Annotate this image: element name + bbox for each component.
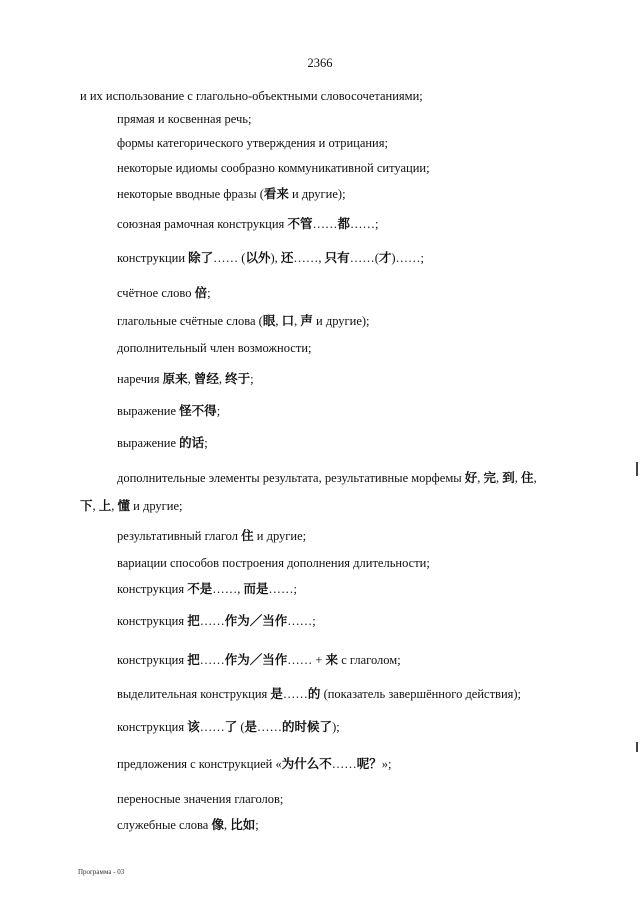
list-item: союзная рамочная конструкция 不管……都……; [117,217,379,231]
list-item-continuation: 下, 上, 懂 и другие; [80,499,183,513]
scan-edge-mark [636,462,638,476]
list-item: конструкция 该……了 (是……的时候了); [117,720,340,734]
list-item: некоторые вводные фразы (看来 и другие); [117,187,346,201]
list-item: дополнительный член возможности; [117,341,312,355]
list-item: вариации способов построения дополнения длительности; [117,556,430,570]
list-item: служебные слова 像, 比如; [117,818,259,832]
list-item: некоторые идиомы сообразно коммуникативной ситуации; [117,161,430,175]
list-item: выделительная конструкция 是……的 (показатель завершённого действия); [117,687,522,701]
list-item: дополнительные элементы результата, результативные морфемы 好, 完, 到, 住, [117,471,537,485]
list-item: конструкции 除了…… (以外), 还……, 只有……(才)……; [117,251,425,265]
list-item: предложения с конструкцией «为什么不……呢？»; [117,757,392,771]
list-item: конструкция 不是……, 而是……; [117,582,297,596]
list-item: конструкция 把……作为／当作…… + 来 с глаголом; [117,653,401,667]
page-number: 2366 [307,56,333,70]
scan-edge-mark [636,742,638,752]
footer-label: Программа - 03 [78,868,125,876]
list-item: конструкция 把……作为／当作……; [117,614,316,628]
list-item: глагольные счётные слова (眼, 口, 声 и другие); [117,314,370,328]
list-item: переносные значения глаголов; [117,792,284,806]
list-item: формы категорического утверждения и отрицания; [117,136,388,150]
text-line: и их использование с глагольно-объектными словосочетаниями; [80,89,423,103]
list-item: счётное слово 倍; [117,286,211,300]
list-item: прямая и косвенная речь; [117,112,252,126]
list-item: наречия 原来, 曾经, 终于; [117,372,254,386]
list-item: результативный глагол 住 и другие; [117,529,307,543]
list-item: выражение 的话; [117,436,208,450]
list-item: выражение 怪不得; [117,404,221,418]
